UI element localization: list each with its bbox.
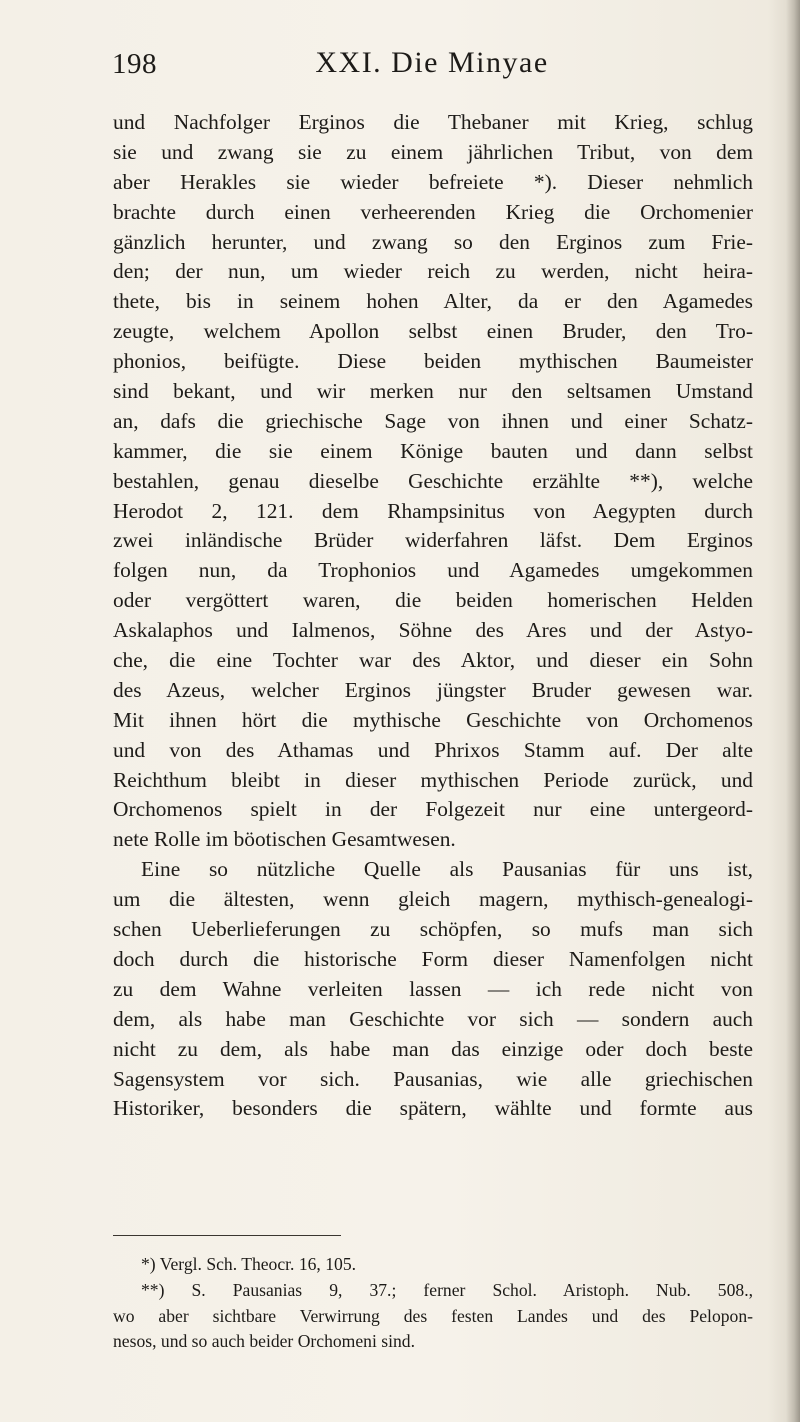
text-line: Askalaphos und Ialmenos, Söhne des Ares und der Astyo-	[113, 618, 753, 643]
footnotes	[113, 1252, 753, 1355]
text-line: Historiker, besonders die spätern, wählte und formte aus	[113, 1096, 753, 1121]
text-line: phonios, beifügte. Diese beiden mythischen Baumeister	[113, 349, 753, 374]
text-line: dem, als habe man Geschichte vor sich — sondern auch	[113, 1006, 753, 1031]
text-line: Eine so nützliche Quelle als Pausanias für uns ist,	[141, 857, 753, 882]
footnote-rule	[113, 1235, 341, 1236]
text-line: nete Rolle im böotischen Gesamtwesen.	[113, 827, 456, 852]
text-line: Orchomenos spielt in der Folgezeit nur eine untergeord-	[113, 797, 753, 822]
footnote-line: *) Vergl. Sch. Theocr. 16, 105.	[141, 1254, 357, 1274]
text-line: che, die eine Tochter war des Aktor, und dieser ein Sohn	[113, 648, 753, 673]
text-line: sie und zwang sie zu einem jährlichen Tribut, von dem	[113, 139, 753, 164]
page-number: 198	[112, 48, 157, 80]
page-header	[112, 44, 752, 84]
text-line: brachte durch einen verheerenden Krieg die Orchomenier	[113, 199, 753, 224]
body-text	[113, 108, 753, 1124]
text-line: zeugte, welchem Apollon selbst einen Bruder, den Tro-	[113, 319, 753, 344]
text-line: und Nachfolger Erginos die Thebaner mit Krieg, schlug	[113, 110, 753, 134]
text-line: kammer, die sie einem Könige bauten und dann selbst	[113, 438, 753, 463]
text-line: thete, bis in seinem hohen Alter, da er den Agamedes	[113, 289, 753, 314]
text-line: zwei inländische Brüder widerfahren läfst. Dem Erginos	[113, 528, 753, 553]
text-line: des Azeus, welcher Erginos jüngster Bruder gewesen war.	[113, 677, 753, 702]
text-line: bestahlen, genau dieselbe Geschichte erzählte **), welche	[113, 468, 753, 493]
page-edge-shadow	[786, 0, 800, 1422]
text-line: zu dem Wahne verleiten lassen — ich rede nicht von	[113, 976, 753, 1001]
text-line: oder vergöttert waren, die beiden homerischen Helden	[113, 588, 753, 613]
text-line: aber Herakles sie wieder befreiete *). Dieser nehmlich	[113, 169, 753, 194]
text-line: und von des Athamas und Phrixos Stamm auf. Der alte	[113, 737, 753, 762]
text-line: sind bekant, und wir merken nur den seltsamen Umstand	[113, 379, 753, 404]
text-line: doch durch die historische Form dieser Namenfolgen nicht	[113, 946, 753, 971]
running-title: XXI. Die Minyae	[315, 46, 549, 79]
footnote-line: **) S. Pausanias 9, 37.; ferner Schol. Aristoph. Nub. 508.,	[141, 1279, 753, 1300]
text-line: an, dafs die griechische Sage von ihnen und einer Schatz-	[113, 408, 753, 433]
footnote-line: wo aber sichtbare Verwirrung des festen Landes und des Pelopon-	[113, 1305, 753, 1326]
footnote-line: nesos, und so auch beider Orchomeni sind.	[113, 1331, 415, 1352]
text-line: Sagensystem vor sich. Pausanias, wie alle griechischen	[113, 1066, 753, 1091]
text-line: nicht zu dem, als habe man das einzige oder doch beste	[113, 1036, 753, 1061]
text-line: Mit ihnen hört die mythische Geschichte von Orchomenos	[113, 707, 753, 732]
text-line: schen Ueberlieferungen zu schöpfen, so mufs man sich	[113, 917, 753, 942]
text-line: gänzlich herunter, und zwang so den Erginos zum Frie-	[113, 229, 753, 254]
text-line: Herodot 2, 121. dem Rhampsinitus von Aegypten durch	[113, 498, 753, 523]
text-line: um die ältesten, wenn gleich magern, mythisch-genealogi-	[113, 887, 753, 912]
text-line: folgen nun, da Trophonios und Agamedes umgekommen	[113, 558, 753, 583]
text-line: den; der nun, um wieder reich zu werden, nicht heira-	[113, 259, 753, 284]
text-line: Reichthum bleibt in dieser mythischen Periode zurück, und	[113, 767, 753, 792]
